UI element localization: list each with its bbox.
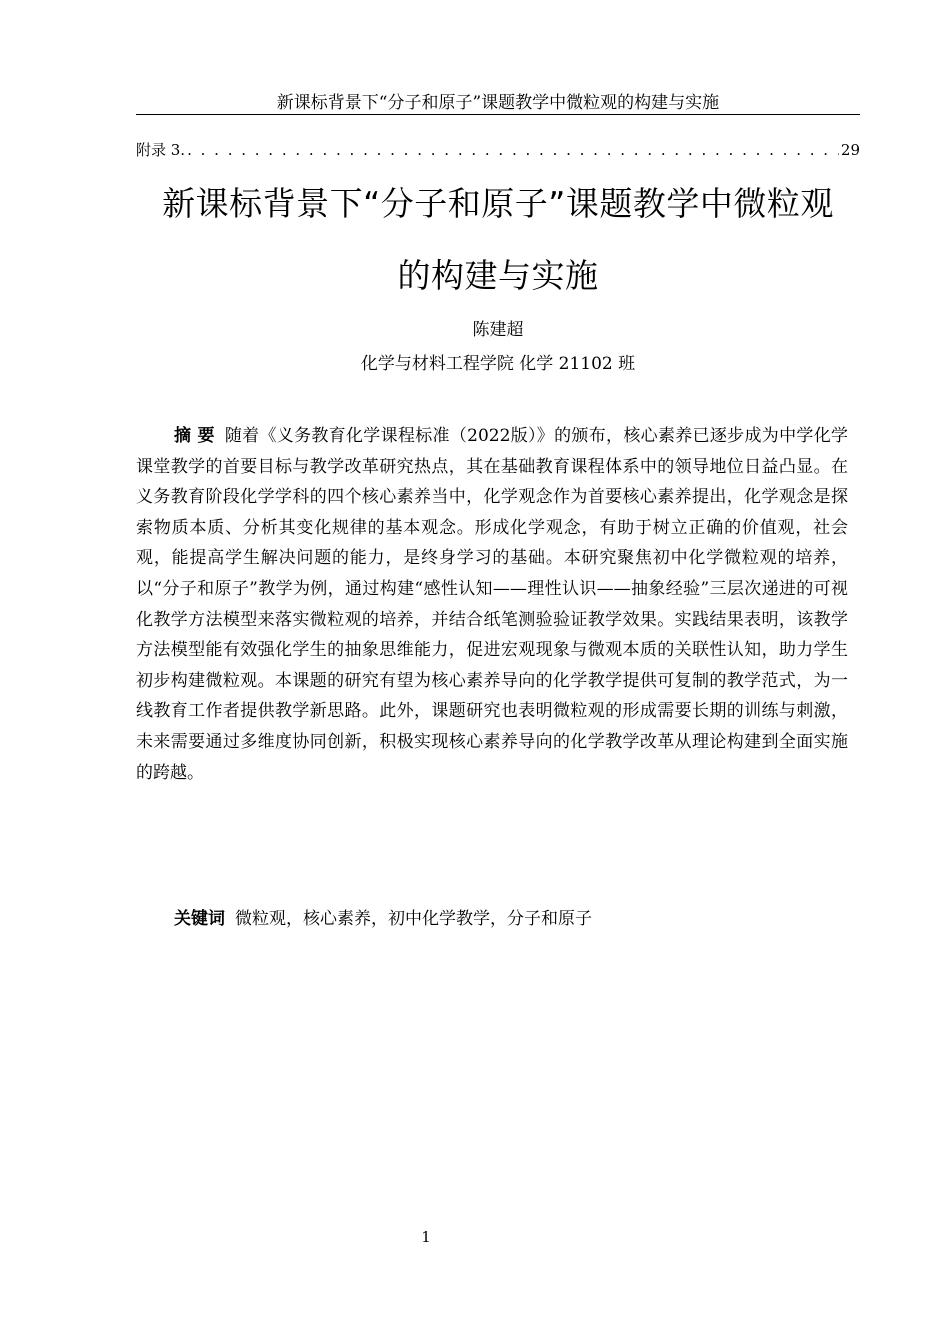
author-affiliation: 化学与材料工程学院 化学 21102 班 (360, 354, 636, 374)
abstract-label: 摘 要 (174, 426, 215, 446)
keywords-text: 微粒观，核心素养，初中化学教学，分子和原子 (235, 909, 592, 929)
author-name: 陈建超 (472, 320, 524, 340)
keywords-label: 关键词 (174, 909, 225, 929)
keywords (136, 904, 848, 934)
page-number: 1 (421, 1228, 431, 1246)
toc-entry (136, 140, 860, 160)
paper-title (120, 168, 876, 312)
header-rule (136, 114, 860, 115)
running-header: 新课标背景下“分子和原子”课题教学中微粒观的构建与实施 (276, 93, 720, 113)
abstract (136, 421, 848, 788)
paper-title-line-1: 新课标背景下“分子和原子”课题教学中微粒观 (162, 184, 834, 223)
toc-entry-label: 附录 3. (136, 141, 186, 159)
abstract-text: 随着《义务教育化学课程标准（2022版）》的颁布，核心素养已逐步成为中学化学课堂教学的首要目标与教学改革研究热点，其在基础教育课程体系中的领导地位日益凸显。在义务教育阶段化学学科的四个核心素养当中，化学观念作为首要核心素养提出，化学观念是探索物质本质、分析其变化规律的基本观念。形成化学观念，有助于树立正确的价值观，社会观，能提高学生解决问题的能力，是终身学习的基础。本研究聚焦初中化学微粒观的培养，以“分子和原子”教学为例，通过构建“感性认知——理性认识——抽象经验”三层次递进的可视化教学方法模型来落实微粒观的培养，并结合纸笔测验验证教学效果。实践结果表明，该教学方法模型能有效强化学生的抽象思维能力，促进宏观现象与微观本质的关联性认知，助力学生初步构建微粒观。本课题的研究有望为核心素养导向的化学教学提供可复制的教学范式，为一线教育工作者提供教学新思路。此外，课题研究也表明微粒观的形成需要长期的训练与刺激，未来需要通过多维度协同创新，积极实现核心素养导向的化学教学改革从理论构建到全面实施的跨越。 (136, 426, 849, 783)
paper-title-line-2: 的构建与实施 (397, 256, 599, 295)
toc-entry-page: 29 (840, 141, 860, 159)
toc-leader-dots (187, 140, 839, 160)
